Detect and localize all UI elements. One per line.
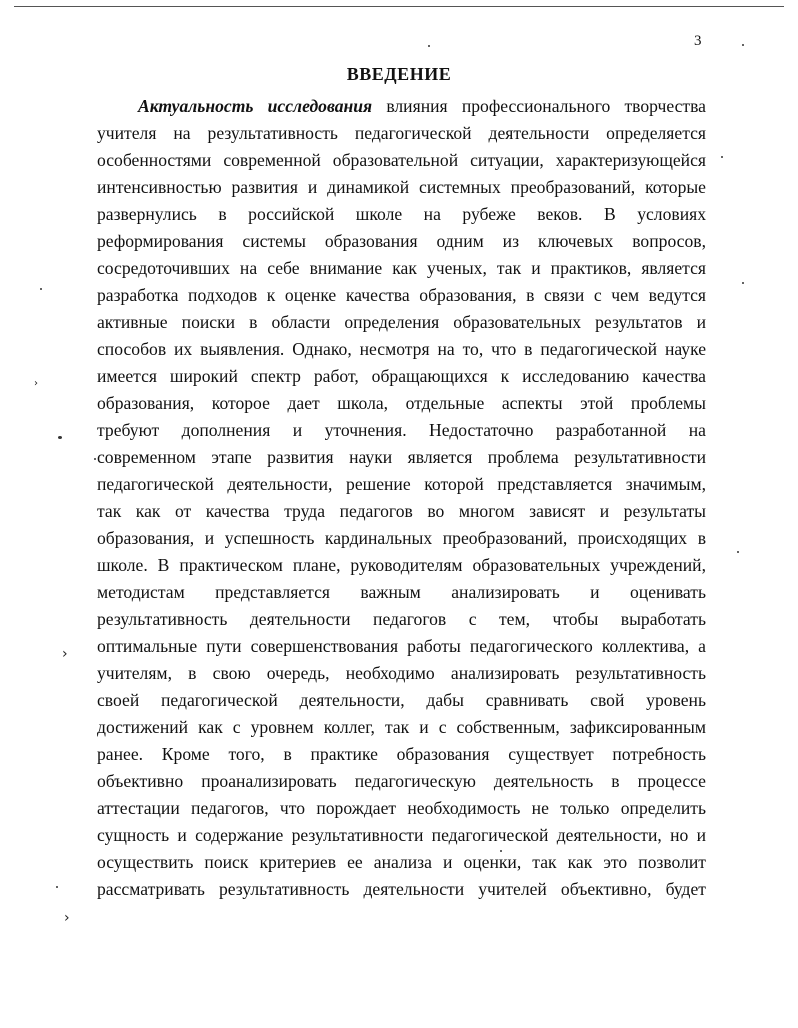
paragraph-line: оптимальные пути совершенствования работы педагогического коллектива, а	[97, 636, 706, 656]
scan-margin-mark: ›	[34, 378, 38, 389]
scan-margin-mark: ›	[62, 646, 68, 662]
paragraph-line: педагогической деятельности, решение которой представляется значимым,	[97, 474, 706, 494]
paragraph-line: сосредоточивших на себе внимание как ученых, так и практиков, является	[97, 258, 706, 278]
paragraph-line: современном этапе развития науки является проблема результативности	[97, 447, 706, 467]
paragraph-line: достижений как с уровнем коллег, так и с собственным, зафиксированным	[97, 717, 706, 737]
paragraph-line	[97, 93, 706, 120]
paragraph-line: активные поиски в области определения образовательных результатов и	[97, 312, 706, 332]
scan-speck	[56, 886, 58, 888]
page-heading: ВВЕДЕНИЕ	[346, 64, 452, 84]
scan-speck	[721, 156, 723, 158]
scan-speck	[40, 288, 42, 290]
paragraph-line: интенсивностью развития и динамикой системных преобразований, которые	[97, 177, 706, 197]
scan-speck	[58, 436, 62, 439]
paragraph-line: ранее. Кроме того, в практике образования существует потребность	[97, 744, 706, 764]
paragraph-line: так как от качества труда педагогов во многом зависят и результаты	[97, 501, 706, 521]
paragraph-line: образования, и успешность кардинальных преобразований, происходящих в	[97, 528, 706, 548]
paragraph-line: результативность деятельности педагогов с тем, чтобы выработать	[97, 609, 706, 629]
paragraph-line: учителя на результативность педагогической деятельности определяется	[97, 123, 706, 143]
scan-speck	[737, 551, 739, 553]
scan-speck	[94, 458, 96, 460]
paragraph-line: своей педагогической деятельности, дабы сравнивать свой уровень	[97, 690, 706, 710]
paragraph-line: сущность и содержание результативности педагогической деятельности, но и	[97, 825, 706, 845]
paragraph-line: образования, которое дает школа, отдельные аспекты этой проблемы	[97, 393, 706, 413]
scan-margin-mark: ›	[64, 910, 70, 926]
paragraph-line: развернулись в российской школе на рубеже веков. В условиях	[97, 204, 706, 224]
paragraph-line: аттестации педагогов, что порождает необходимость не только определить	[97, 798, 706, 818]
paragraph-line: имеется широкий спектр работ, обращающихся к исследованию качества	[97, 366, 706, 386]
page-number: 3	[694, 33, 702, 49]
paragraph-line: рассматривать результативность деятельности учителей объективно, будет	[97, 879, 706, 899]
paragraph-line: способов их выявления. Однако, несмотря на то, что в педагогической науке	[97, 339, 706, 359]
scan-speck	[742, 282, 744, 284]
paragraph-line: учителям, в свою очередь, необходимо анализировать результативность	[97, 663, 706, 683]
line-text: влияния профессионального творчества	[372, 96, 706, 116]
scan-top-edge	[14, 6, 784, 7]
paragraph-line: школе. В практическом плане, руководителям образовательных учреждений,	[97, 555, 706, 575]
paragraph-line: требуют дополнения и уточнения. Недостаточно разработанной на	[97, 420, 706, 440]
paragraph-line: разработка подходов к оценке качества образования, в связи с чем ведутся	[97, 285, 706, 305]
lead-phrase: Актуальность исследования	[138, 96, 373, 116]
paragraph-line: методистам представляется важным анализировать и оценивать	[97, 582, 706, 602]
scan-speck	[428, 45, 430, 47]
scan-speck	[742, 44, 744, 46]
paragraph-line: реформирования системы образования одним из ключевых вопросов,	[97, 231, 706, 251]
paragraph-line: особенностями современной образовательной ситуации, характеризующейся	[97, 150, 706, 170]
body-paragraph	[97, 93, 706, 903]
scan-speck	[500, 850, 502, 852]
paragraph-line: осуществить поиск критериев ее анализа и оценки, так как это позволит	[97, 852, 706, 872]
paragraph-line: объективно проанализировать педагогическую деятельность в процессе	[97, 771, 706, 791]
